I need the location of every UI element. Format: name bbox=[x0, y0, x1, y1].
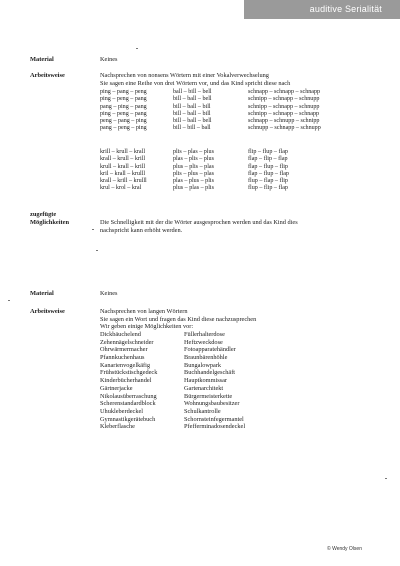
word-triplet: flip – flup – flap bbox=[248, 149, 288, 155]
word-triplet: bill – ball – bill bbox=[173, 110, 211, 117]
scan-speck bbox=[96, 250, 98, 251]
material-label-1: Material bbox=[30, 56, 54, 63]
long-word: Zehennägelschneider bbox=[100, 338, 154, 346]
copyright-notice: © Wendy Olsen bbox=[327, 546, 362, 552]
page-title: auditive Serialität bbox=[309, 4, 382, 14]
long-word: Nikolausüberraschung bbox=[100, 392, 157, 400]
long-word: Bungalowpark bbox=[184, 361, 222, 369]
word-triplet: krill – krull – krall bbox=[100, 149, 146, 155]
arbeitsweise-label-1: Arbeitsweise bbox=[30, 72, 65, 79]
intro-line-1b: Sie sagen eine Reihe von drei Wörtern vor, und das Kind spricht diese nach bbox=[100, 80, 291, 87]
long-word: Bürgermeisterkette bbox=[184, 392, 233, 400]
word-triplet: flup – flip – flap bbox=[248, 185, 288, 192]
word-triplet: pang – peng – ping bbox=[100, 125, 147, 132]
word-triplet: ping – peng – pang bbox=[100, 96, 147, 103]
long-word: Heftzweckdose bbox=[184, 338, 223, 346]
long-word: Gymnastikgerätebuch bbox=[100, 415, 156, 423]
long-word: Schornsteinfegermantel bbox=[184, 415, 244, 423]
word-triplet: kril – krall – krulll bbox=[100, 170, 146, 177]
intro-line-2c: Wir geben einige Möglichkeiten vor: bbox=[100, 323, 194, 330]
word-triplet: peng – pang – ping bbox=[100, 118, 147, 125]
word-triplet: flap – flip – flap bbox=[248, 156, 288, 163]
long-word: Scherenstandardblock bbox=[100, 400, 156, 408]
long-word: Buchhandelgeschäft bbox=[184, 369, 236, 377]
word-triplet: plus – plas – plis bbox=[173, 185, 214, 192]
zugefuegte-label-line1: zugefügte bbox=[30, 211, 57, 218]
long-word: Frühstückstischgedeck bbox=[100, 369, 158, 377]
word-triplet: krull – krall – krill bbox=[100, 163, 146, 170]
word-triplet: schnipp – schnapp – schnapp bbox=[248, 110, 320, 117]
long-word: Gärtnerjacke bbox=[100, 384, 133, 392]
long-word: Hauptkommissar bbox=[184, 377, 228, 385]
word-triplet: ping – peng – pang bbox=[100, 110, 147, 117]
material-value-2: Keines bbox=[100, 290, 118, 297]
scan-speck bbox=[92, 229, 94, 230]
word-triplet: schnipp – schnapp – schnupp bbox=[248, 96, 320, 103]
long-word: Schulkantrolle bbox=[184, 407, 221, 415]
word-triplet: plis – plas – plus bbox=[173, 149, 214, 155]
long-word: Füllerhalterdose bbox=[184, 331, 225, 338]
word-triplet: pang – ping – pang bbox=[100, 103, 147, 110]
long-word: Kanarienvogelkäfig bbox=[100, 361, 151, 369]
word-triplet: flap – flup – flap bbox=[248, 170, 289, 177]
material-label-2: Material bbox=[30, 290, 54, 297]
long-word: Pfannkuchenhaus bbox=[100, 354, 145, 362]
long-word: Pfefferminadosendeckel bbox=[184, 423, 246, 431]
word-triplet: plas – plus – plis bbox=[173, 178, 214, 185]
word-triplet: ping – pang – peng bbox=[100, 89, 147, 95]
long-word: Kinderbücherhandel bbox=[100, 377, 152, 385]
long-word: Wohnungsbaubesitzer bbox=[184, 400, 240, 408]
word-triplet: flup – flap – flip bbox=[248, 178, 288, 185]
word-triplet: bill – ball – bill bbox=[173, 103, 211, 110]
word-triplet: plis – plus – plas bbox=[173, 170, 214, 177]
long-word: Kleberflasche bbox=[100, 423, 135, 431]
zugefuegte-label-line2: Möglichkeiten bbox=[30, 219, 70, 226]
word-triplet: flap – flup – flip bbox=[248, 163, 288, 170]
word-triplet: plas – plis – plus bbox=[173, 156, 214, 163]
long-word: Ohrwärmermacher bbox=[100, 346, 148, 354]
word-triplet: bill – bill – ball bbox=[173, 125, 211, 132]
header-bar bbox=[244, 0, 400, 19]
word-triplet: krall – krull – krill bbox=[100, 156, 146, 163]
word-triplet: schnupp – schnapp – schnupp bbox=[248, 125, 321, 132]
long-word: Braunbärenhöhle bbox=[184, 354, 228, 362]
intro-line-1a: Nachsprechen von nonsens Wörtern mit einer Vokalverwechselung bbox=[100, 72, 269, 79]
arbeitsweise-label-2: Arbeitsweise bbox=[30, 308, 65, 315]
word-triplet: krul – krol – kral bbox=[100, 185, 142, 192]
intro-line-2b: Sie sagen ein Wort und fragen das Kind diese nachzusprechen bbox=[100, 315, 257, 323]
word-triplet: schnipp – schnapp – schnupp bbox=[248, 103, 320, 110]
intro-line-2a: Nachsprechen von langen Wörtern bbox=[100, 308, 188, 315]
long-word: Uhukleberdeckel bbox=[100, 407, 144, 415]
material-value-1: Keines bbox=[100, 56, 118, 63]
word-triplet: plus – plis – plas bbox=[173, 163, 214, 170]
scan-speck bbox=[8, 300, 10, 301]
zugefuegte-text-line2: nachspricht kann erhöht werden. bbox=[100, 227, 183, 234]
word-triplet: bill – ball – bell bbox=[173, 118, 212, 125]
word-triplet: ball – bill – bell bbox=[173, 89, 212, 95]
long-word: Fotoapparatehändler bbox=[184, 346, 236, 354]
word-triplet: bill – ball – bell bbox=[173, 96, 212, 103]
word-triplet: schnapp – schnupp – schnipp bbox=[248, 118, 320, 125]
zugefuegte-text-line1: Die Schnelligkeit mit der die Wörter ausgesprochen werden und das Kind dies bbox=[100, 219, 298, 226]
long-word: Gartenarchitekt bbox=[184, 384, 224, 392]
scan-speck bbox=[136, 48, 138, 49]
scan-speck bbox=[385, 478, 387, 479]
word-triplet: schnapp – schnapp – schnapp bbox=[248, 89, 321, 95]
long-word: Dickbäuchelend bbox=[100, 331, 141, 338]
word-triplet: krall – krill – krulll bbox=[100, 178, 147, 185]
